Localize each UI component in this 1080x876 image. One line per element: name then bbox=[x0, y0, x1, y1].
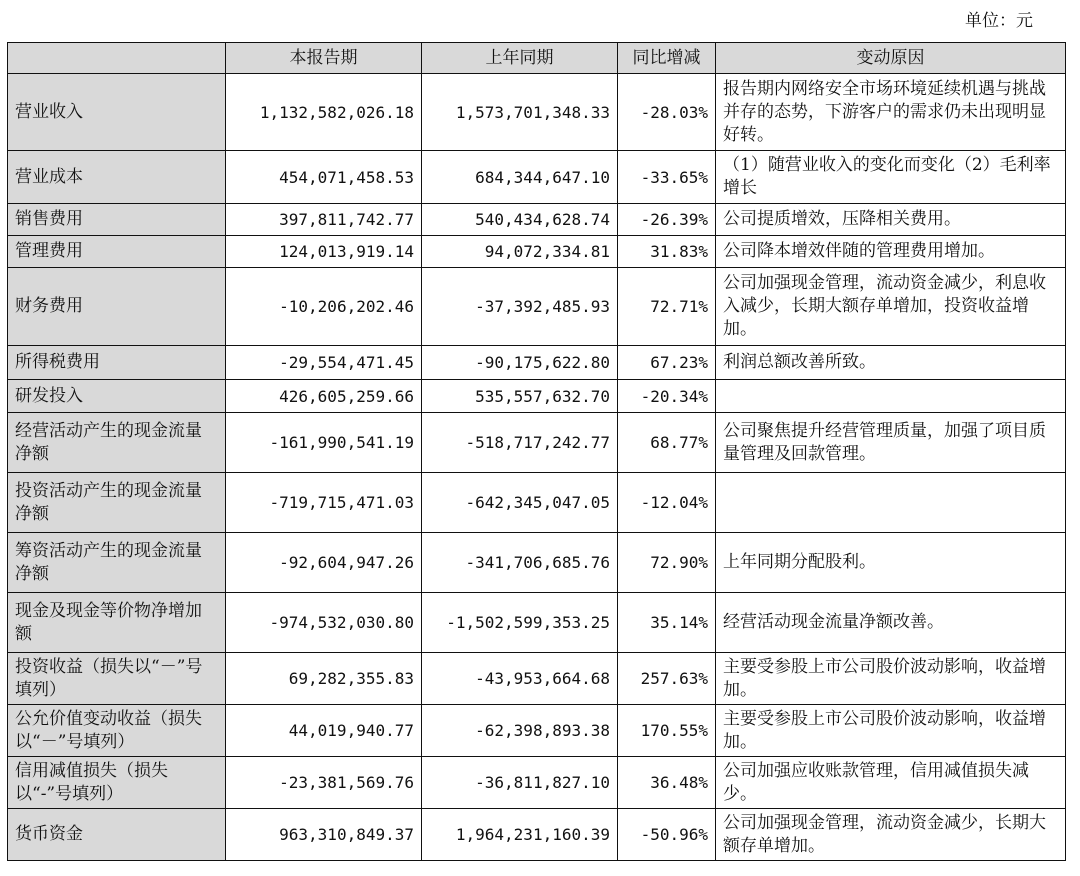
row-prior: -341,706,685.76 bbox=[422, 533, 618, 593]
row-prior: 1,573,701,348.33 bbox=[422, 74, 618, 151]
row-item: 公允价值变动收益（损失以“－”号填列） bbox=[8, 705, 226, 757]
row-current: -23,381,569.76 bbox=[226, 757, 422, 809]
row-reason bbox=[716, 380, 1066, 413]
row-change: 257.63% bbox=[618, 653, 716, 705]
row-change: -26.39% bbox=[618, 204, 716, 236]
row-item: 营业成本 bbox=[8, 151, 226, 204]
row-change: -12.04% bbox=[618, 473, 716, 533]
row-item: 营业收入 bbox=[8, 74, 226, 151]
row-reason: 公司聚焦提升经营管理质量，加强了项目质量管理及回款管理。 bbox=[716, 413, 1066, 473]
row-reason: 公司加强现金管理，流动资金减少，长期大额存单增加。 bbox=[716, 809, 1066, 861]
table-row bbox=[8, 705, 1066, 757]
row-prior: -36,811,827.10 bbox=[422, 757, 618, 809]
row-item: 管理费用 bbox=[8, 236, 226, 268]
row-item: 投资活动产生的现金流量净额 bbox=[8, 473, 226, 533]
row-change: -33.65% bbox=[618, 151, 716, 204]
row-prior: 94,072,334.81 bbox=[422, 236, 618, 268]
row-prior: 540,434,628.74 bbox=[422, 204, 618, 236]
row-item: 销售费用 bbox=[8, 204, 226, 236]
table-row bbox=[8, 593, 1066, 653]
table-row bbox=[8, 74, 1066, 151]
row-prior: -90,175,622.80 bbox=[422, 346, 618, 380]
row-current: 426,605,259.66 bbox=[226, 380, 422, 413]
row-prior: -43,953,664.68 bbox=[422, 653, 618, 705]
row-prior: -642,345,047.05 bbox=[422, 473, 618, 533]
table-row bbox=[8, 151, 1066, 204]
row-current: -974,532,030.80 bbox=[226, 593, 422, 653]
row-change: 170.55% bbox=[618, 705, 716, 757]
row-change: 68.77% bbox=[618, 413, 716, 473]
row-current: 963,310,849.37 bbox=[226, 809, 422, 861]
row-reason: 利润总额改善所致。 bbox=[716, 346, 1066, 380]
header-change-reason: 变动原因 bbox=[716, 43, 1066, 74]
header-item bbox=[8, 43, 226, 74]
row-prior: -37,392,485.93 bbox=[422, 268, 618, 346]
row-prior: 535,557,632.70 bbox=[422, 380, 618, 413]
row-item: 研发投入 bbox=[8, 380, 226, 413]
row-item: 投资收益（损失以“－”号填列） bbox=[8, 653, 226, 705]
table-row bbox=[8, 268, 1066, 346]
row-current: 69,282,355.83 bbox=[226, 653, 422, 705]
row-item: 筹资活动产生的现金流量净额 bbox=[8, 533, 226, 593]
row-change: -28.03% bbox=[618, 74, 716, 151]
row-reason: （1）随营业收入的变化而变化（2）毛利率增长 bbox=[716, 151, 1066, 204]
header-yoy-change: 同比增减 bbox=[618, 43, 716, 74]
row-change: -20.34% bbox=[618, 380, 716, 413]
row-reason: 上年同期分配股利。 bbox=[716, 533, 1066, 593]
row-prior: -1,502,599,353.25 bbox=[422, 593, 618, 653]
table-row bbox=[8, 473, 1066, 533]
row-prior: -518,717,242.77 bbox=[422, 413, 618, 473]
row-change: 72.71% bbox=[618, 268, 716, 346]
table-row bbox=[8, 413, 1066, 473]
header-row bbox=[8, 43, 1066, 74]
row-item: 财务费用 bbox=[8, 268, 226, 346]
row-change: 31.83% bbox=[618, 236, 716, 268]
row-current: 44,019,940.77 bbox=[226, 705, 422, 757]
financial-table bbox=[7, 42, 1066, 861]
table-row bbox=[8, 533, 1066, 593]
table-row bbox=[8, 380, 1066, 413]
row-reason: 经营活动现金流量净额改善。 bbox=[716, 593, 1066, 653]
row-reason: 主要受参股上市公司股价波动影响，收益增加。 bbox=[716, 705, 1066, 757]
row-change: 36.48% bbox=[618, 757, 716, 809]
table-row bbox=[8, 809, 1066, 861]
row-item: 货币资金 bbox=[8, 809, 226, 861]
row-item: 经营活动产生的现金流量净额 bbox=[8, 413, 226, 473]
row-current: -92,604,947.26 bbox=[226, 533, 422, 593]
row-current: 124,013,919.14 bbox=[226, 236, 422, 268]
row-reason bbox=[716, 473, 1066, 533]
row-current: 454,071,458.53 bbox=[226, 151, 422, 204]
table-row bbox=[8, 236, 1066, 268]
header-prior-period: 上年同期 bbox=[422, 43, 618, 74]
row-current: -161,990,541.19 bbox=[226, 413, 422, 473]
row-current: -29,554,471.45 bbox=[226, 346, 422, 380]
row-prior: -62,398,893.38 bbox=[422, 705, 618, 757]
row-reason: 公司加强现金管理，流动资金减少，利息收入减少，长期大额存单增加，投资收益增加。 bbox=[716, 268, 1066, 346]
table-row bbox=[8, 757, 1066, 809]
row-change: -50.96% bbox=[618, 809, 716, 861]
row-change: 67.23% bbox=[618, 346, 716, 380]
row-change: 35.14% bbox=[618, 593, 716, 653]
table-row bbox=[8, 346, 1066, 380]
header-current-period: 本报告期 bbox=[226, 43, 422, 74]
row-current: 397,811,742.77 bbox=[226, 204, 422, 236]
row-current: -719,715,471.03 bbox=[226, 473, 422, 533]
row-change: 72.90% bbox=[618, 533, 716, 593]
unit-label: 单位：元 bbox=[965, 11, 1033, 31]
row-item: 信用减值损失（损失以“-”号填列） bbox=[8, 757, 226, 809]
table-row bbox=[8, 653, 1066, 705]
row-item: 现金及现金等价物净增加额 bbox=[8, 593, 226, 653]
row-reason: 公司提质增效，压降相关费用。 bbox=[716, 204, 1066, 236]
row-prior: 1,964,231,160.39 bbox=[422, 809, 618, 861]
row-current: 1,132,582,026.18 bbox=[226, 74, 422, 151]
row-reason: 报告期内网络安全市场环境延续机遇与挑战并存的态势，下游客户的需求仍未出现明显好转。 bbox=[716, 74, 1066, 151]
row-reason: 主要受参股上市公司股价波动影响，收益增加。 bbox=[716, 653, 1066, 705]
row-item: 所得税费用 bbox=[8, 346, 226, 380]
row-reason: 公司加强应收账款管理，信用减值损失减少。 bbox=[716, 757, 1066, 809]
row-current: -10,206,202.46 bbox=[226, 268, 422, 346]
table-row bbox=[8, 204, 1066, 236]
row-prior: 684,344,647.10 bbox=[422, 151, 618, 204]
row-reason: 公司降本增效伴随的管理费用增加。 bbox=[716, 236, 1066, 268]
